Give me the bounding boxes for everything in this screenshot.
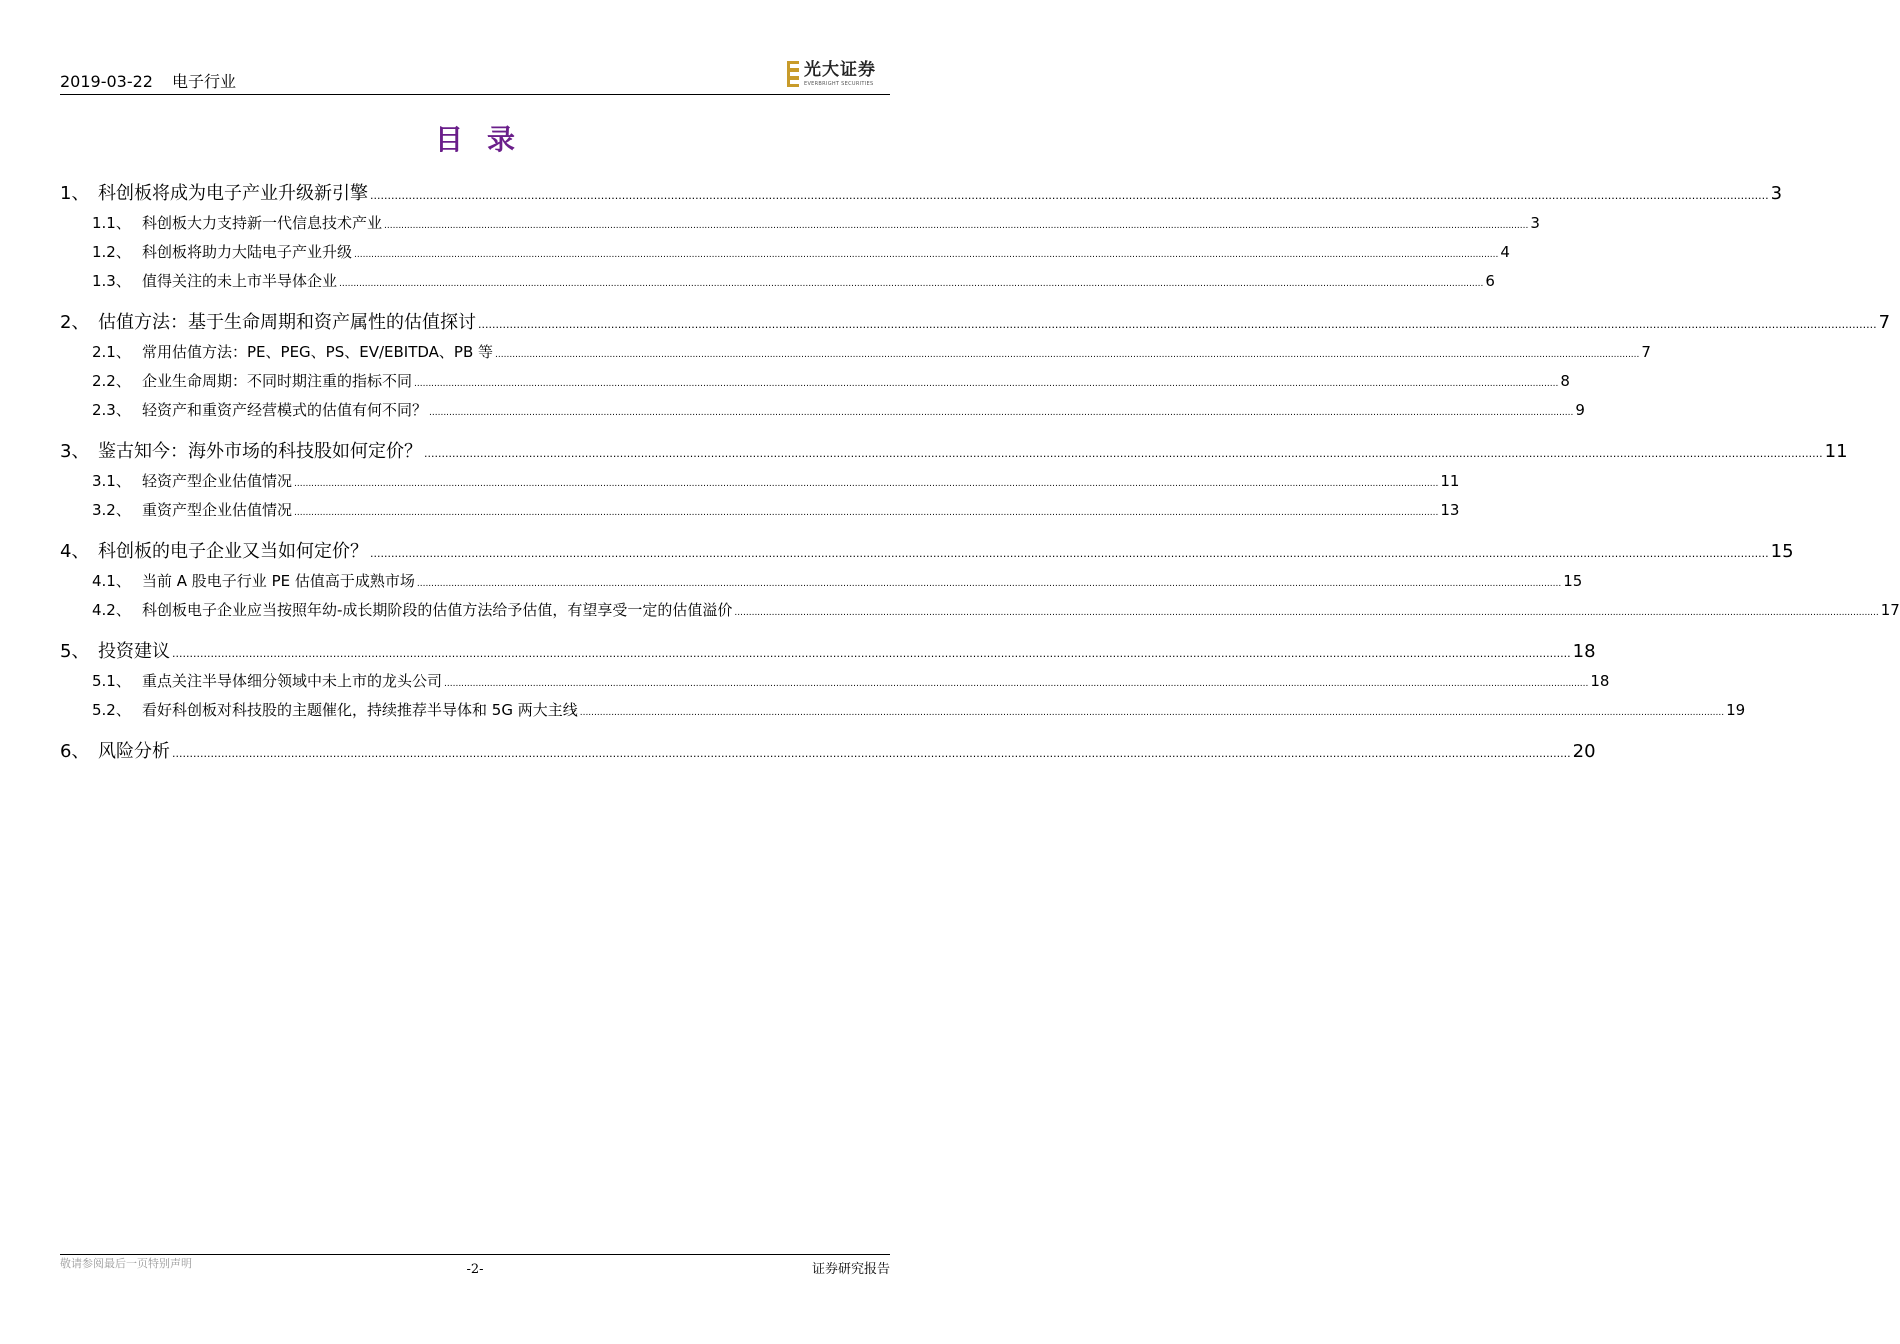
toc-entry-title: 重资产型企业估值情况 bbox=[142, 501, 293, 519]
toc-entry[interactable] bbox=[60, 440, 1848, 466]
toc-entry-page: 3 bbox=[1770, 183, 1783, 204]
toc-entry-title: 风险分析 bbox=[98, 741, 170, 762]
everbright-logo bbox=[786, 60, 890, 90]
footer-report-type: 证券研究报告 bbox=[811, 1262, 890, 1277]
toc-entry-title: 轻资产和重资产经营模式的估值有何不同？ bbox=[142, 401, 428, 419]
footer-disclaimer: 敬请参阅最后一页特别声明 bbox=[60, 1257, 192, 1270]
toc-entry-number: 4.2、 bbox=[92, 601, 131, 619]
toc-entry[interactable] bbox=[60, 213, 1540, 236]
toc-entry-number: 1.2、 bbox=[92, 243, 131, 261]
toc-entry-title: 投资建议 bbox=[98, 641, 170, 662]
toc-entry-number: 6、 bbox=[60, 741, 90, 762]
logo-text-en: EVERBRIGHT SECURITIES bbox=[804, 81, 874, 87]
toc-entry-page: 19 bbox=[1726, 701, 1746, 719]
toc-entry[interactable] bbox=[60, 700, 1746, 723]
toc-entry-title: 科创板的电子企业又当如何定价？ bbox=[98, 541, 368, 562]
toc-entry-page: 18 bbox=[1590, 672, 1610, 690]
toc-entry[interactable] bbox=[60, 242, 1510, 265]
toc-entry-page: 11 bbox=[1440, 472, 1460, 490]
toc-dot-leader: ................................................................................................................................................................................................................................................................................................................................................................................................................ bbox=[294, 479, 1439, 489]
toc-entry[interactable] bbox=[60, 500, 1460, 523]
toc-entry-page: 8 bbox=[1560, 372, 1570, 390]
toc-entry-page: 6 bbox=[1485, 272, 1495, 290]
page-header bbox=[60, 58, 890, 95]
toc-dot-leader: ................................................................................................................................................................................................................................................................................................................................................................................................................ bbox=[172, 647, 1571, 660]
toc-dot-leader: ................................................................................................................................................................................................................................................................................................................................................................................................................ bbox=[444, 679, 1589, 689]
toc-entry[interactable] bbox=[60, 600, 1900, 623]
toc-entry-number: 3.2、 bbox=[92, 501, 131, 519]
toc-dot-leader: ................................................................................................................................................................................................................................................................................................................................................................................................................ bbox=[414, 379, 1559, 389]
toc-entry-number: 5、 bbox=[60, 641, 90, 662]
toc-dot-leader: ................................................................................................................................................................................................................................................................................................................................................................................................................ bbox=[339, 279, 1484, 289]
report-date: 2019-03-22 bbox=[60, 72, 153, 91]
toc-dot-leader: ................................................................................................................................................................................................................................................................................................................................................................................................................ bbox=[172, 747, 1571, 760]
toc-entry-page: 3 bbox=[1530, 214, 1540, 232]
toc-entry-number: 3、 bbox=[60, 441, 90, 462]
toc-entry[interactable] bbox=[60, 342, 1651, 365]
toc-entry-page: 11 bbox=[1824, 441, 1848, 462]
toc-entry-number: 3.1、 bbox=[92, 472, 131, 490]
toc-entry-title: 科创板将成为电子产业升级新引擎 bbox=[98, 183, 368, 204]
toc-entry-page: 4 bbox=[1500, 243, 1510, 261]
toc-entry-number: 2、 bbox=[60, 312, 90, 333]
toc-entry-page: 13 bbox=[1440, 501, 1460, 519]
toc-entry-page: 20 bbox=[1572, 741, 1596, 762]
toc-entry-number: 1、 bbox=[60, 183, 90, 204]
toc-entry-title: 鉴古知今：海外市场的科技股如何定价？ bbox=[98, 441, 422, 462]
toc-dot-leader: ................................................................................................................................................................................................................................................................................................................................................................................................................ bbox=[370, 547, 1769, 560]
logo-text-cn: 光大证券 bbox=[804, 60, 876, 80]
toc-dot-leader: ................................................................................................................................................................................................................................................................................................................................................................................................................ bbox=[354, 250, 1499, 260]
toc-entry-page: 15 bbox=[1563, 572, 1583, 590]
toc-entry[interactable] bbox=[60, 540, 1794, 566]
toc-entry[interactable] bbox=[60, 571, 1583, 594]
toc-dot-leader: ................................................................................................................................................................................................................................................................................................................................................................................................................ bbox=[370, 189, 1769, 202]
toc-entry-title: 轻资产型企业估值情况 bbox=[142, 472, 293, 490]
toc-entry[interactable] bbox=[60, 740, 1596, 766]
toc-dot-leader: ................................................................................................................................................................................................................................................................................................................................................................................................................ bbox=[734, 608, 1879, 618]
toc-entry[interactable] bbox=[60, 311, 1891, 337]
toc-entry-number: 4.1、 bbox=[92, 572, 131, 590]
toc-entry-number: 5.1、 bbox=[92, 672, 131, 690]
toc-dot-leader: ................................................................................................................................................................................................................................................................................................................................................................................................................ bbox=[424, 447, 1823, 460]
toc-entry[interactable] bbox=[60, 371, 1570, 394]
toc-entry-number: 1.3、 bbox=[92, 272, 131, 290]
toc-entry-title: 值得关注的未上市半导体企业 bbox=[142, 272, 338, 290]
toc-entry-page: 17 bbox=[1880, 601, 1900, 619]
page-footer bbox=[60, 1254, 890, 1279]
toc-entry[interactable] bbox=[60, 400, 1585, 423]
toc-entry-title: 看好科创板对科技股的主题催化，持续推荐半导体和 5G 两大主线 bbox=[142, 701, 578, 719]
toc-dot-leader: ................................................................................................................................................................................................................................................................................................................................................................................................................ bbox=[294, 508, 1439, 518]
toc-entry[interactable] bbox=[60, 271, 1495, 294]
everbright-logo-icon bbox=[786, 60, 800, 88]
toc-entry-page: 18 bbox=[1572, 641, 1596, 662]
toc-entry-number: 1.1、 bbox=[92, 214, 131, 232]
toc-entry-page: 15 bbox=[1770, 541, 1794, 562]
toc-entry[interactable] bbox=[60, 640, 1596, 666]
toc-entry[interactable] bbox=[60, 671, 1610, 694]
toc-entry[interactable] bbox=[60, 471, 1460, 494]
toc-entry-number: 2.3、 bbox=[92, 401, 131, 419]
toc-entry-title: 估值方法：基于生命周期和资产属性的估值探讨 bbox=[98, 312, 476, 333]
toc-entry-number: 5.2、 bbox=[92, 701, 131, 719]
toc-dot-leader: ................................................................................................................................................................................................................................................................................................................................................................................................................ bbox=[579, 708, 1725, 718]
toc-entry-title: 科创板大力支持新一代信息技术产业 bbox=[142, 214, 383, 232]
report-industry: 电子行业 bbox=[172, 72, 237, 91]
toc-entry-number: 2.1、 bbox=[92, 343, 131, 361]
toc-title: 目录 bbox=[434, 123, 539, 156]
toc-dot-leader: ................................................................................................................................................................................................................................................................................................................................................................................................................ bbox=[478, 318, 1877, 331]
toc-entry-number: 2.2、 bbox=[92, 372, 131, 390]
toc-dot-leader: ................................................................................................................................................................................................................................................................................................................................................................................................................ bbox=[384, 221, 1529, 231]
toc-entry-title: 企业生命周期：不同时期注重的指标不同 bbox=[142, 372, 413, 390]
footer-page-number: -2- bbox=[466, 1262, 484, 1277]
toc-dot-leader: ................................................................................................................................................................................................................................................................................................................................................................................................................ bbox=[495, 350, 1640, 360]
toc-entry-page: 7 bbox=[1878, 312, 1891, 333]
toc-dot-leader: ................................................................................................................................................................................................................................................................................................................................................................................................................ bbox=[429, 408, 1574, 418]
toc-entry-page: 9 bbox=[1575, 401, 1585, 419]
toc-entry-number: 4、 bbox=[60, 541, 90, 562]
toc-entry-page: 7 bbox=[1641, 343, 1651, 361]
toc-entry-title: 常用估值方法：PE、PEG、PS、EV/EBITDA、PB 等 bbox=[142, 343, 494, 361]
toc-entry-title: 科创板将助力大陆电子产业升级 bbox=[142, 243, 353, 261]
toc-entry-title: 当前 A 股电子行业 PE 估值高于成熟市场 bbox=[142, 572, 415, 590]
toc-entry[interactable] bbox=[60, 182, 1783, 208]
toc-dot-leader: ................................................................................................................................................................................................................................................................................................................................................................................................................ bbox=[416, 579, 1562, 589]
toc-entry-title: 科创板电子企业应当按照年幼-成长期阶段的估值方法给予估值，有望享受一定的估值溢价 bbox=[142, 601, 733, 619]
toc-entry-title: 重点关注半导体细分领域中未上市的龙头公司 bbox=[142, 672, 443, 690]
